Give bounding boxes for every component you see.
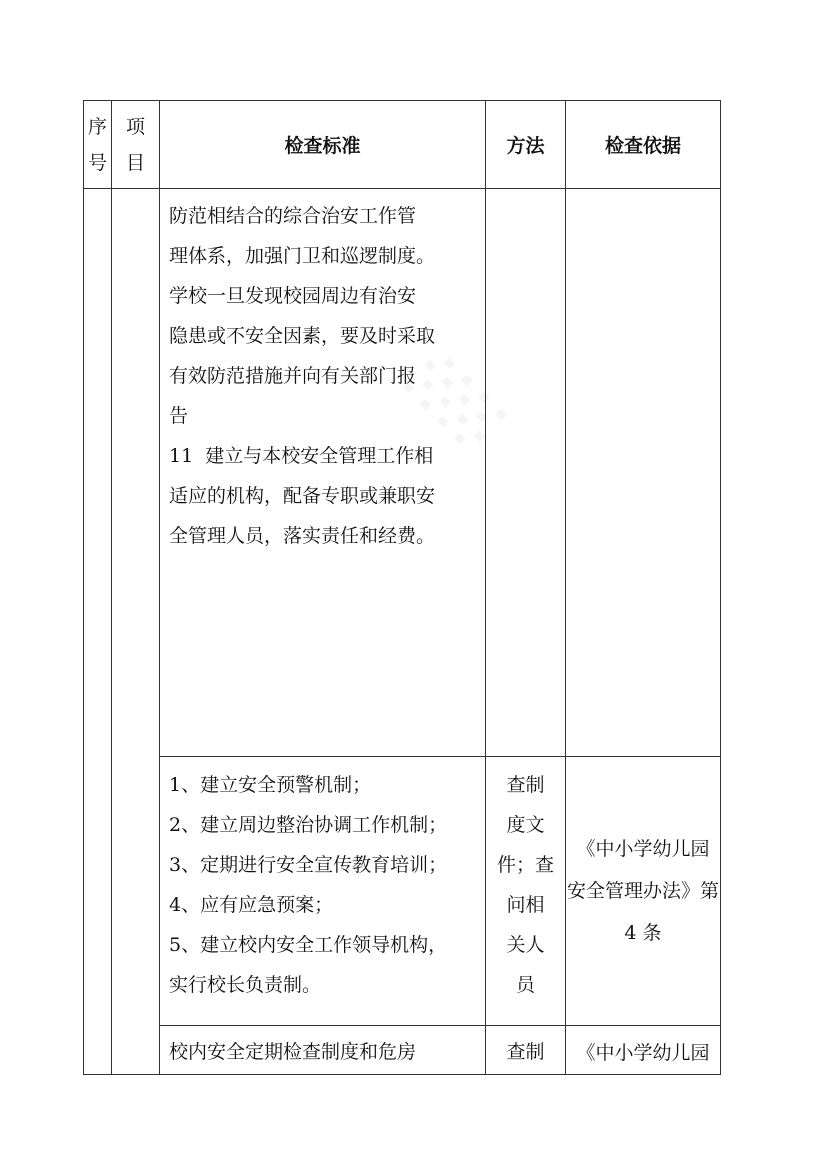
standard-line: 11 建立与本校安全管理工作相 xyxy=(169,445,434,467)
header-item xyxy=(112,101,160,189)
standard-line: 校内安全定期检查制度和危房 xyxy=(169,1041,417,1063)
header-index xyxy=(84,101,112,189)
inspection-table xyxy=(83,100,721,1075)
index-cell xyxy=(84,189,112,1075)
header-index-line-2: 号 xyxy=(87,151,107,174)
watermark: ░ xyxy=(402,337,518,453)
method-line: 关人 xyxy=(506,934,545,956)
header-method: 方法 xyxy=(486,101,566,189)
basis-line: 《中小学幼儿园 xyxy=(576,838,710,860)
table-row xyxy=(84,1026,721,1075)
method-cell xyxy=(486,757,566,1026)
standard-line: 告 xyxy=(169,405,189,427)
standard-line: 5、建立校内安全工作领导机构， xyxy=(169,934,448,956)
basis-cell xyxy=(566,757,721,1026)
standard-cell xyxy=(160,189,486,757)
basis-line: 安全管理办法》第 xyxy=(566,880,719,902)
method-line: 查制 xyxy=(506,774,545,796)
standard-cell xyxy=(160,1026,486,1075)
header-basis: 检查依据 xyxy=(566,101,721,189)
basis-cell xyxy=(566,189,721,757)
standard-line: 理体系，加强门卫和巡逻制度。 xyxy=(169,245,436,267)
standard-line: 4、应有应急预案； xyxy=(169,894,334,916)
basis-cell xyxy=(566,1026,721,1075)
basis-line: 4 条 xyxy=(624,922,662,944)
standard-line: 3、定期进行安全宣传教育培训； xyxy=(169,854,448,876)
standard-line: 适应的机构，配备专职或兼职安 xyxy=(169,485,436,507)
standard-line: 防范相结合的综合治安工作管 xyxy=(169,205,417,227)
standard-cell xyxy=(160,757,486,1026)
header-standard: 检查标准 xyxy=(160,101,486,189)
standard-line: 2、建立周边整治协调工作机制； xyxy=(169,814,448,836)
standard-line: 1、建立安全预警机制； xyxy=(169,774,372,796)
basis-line: 《中小学幼儿园 xyxy=(576,1042,710,1064)
table-row xyxy=(84,189,721,757)
method-line: 件；查 xyxy=(496,854,554,876)
method-line: 度文 xyxy=(506,814,545,836)
method-line: 员 xyxy=(515,974,535,996)
standard-line: 有效防范措施并向有关部门报 xyxy=(169,365,417,387)
standard-line: 全管理人员，落实责任和经费。 xyxy=(169,525,436,547)
header-index-line-1: 序 xyxy=(87,115,107,138)
method-cell xyxy=(486,1026,566,1075)
header-item-line-2: 目 xyxy=(125,151,145,174)
standard-line: 隐患或不安全因素，要及时采取 xyxy=(169,325,436,347)
standard-line: 实行校长负责制。 xyxy=(169,974,322,996)
method-line: 问相 xyxy=(506,894,545,916)
standard-line: 学校一旦发现校园周边有治安 xyxy=(169,285,417,307)
table-row xyxy=(84,757,721,1026)
method-cell xyxy=(486,189,566,757)
table-header-row xyxy=(84,101,721,189)
header-item-line-1: 项 xyxy=(125,115,145,138)
item-cell xyxy=(112,189,160,1075)
method-line: 查制 xyxy=(506,1041,545,1063)
